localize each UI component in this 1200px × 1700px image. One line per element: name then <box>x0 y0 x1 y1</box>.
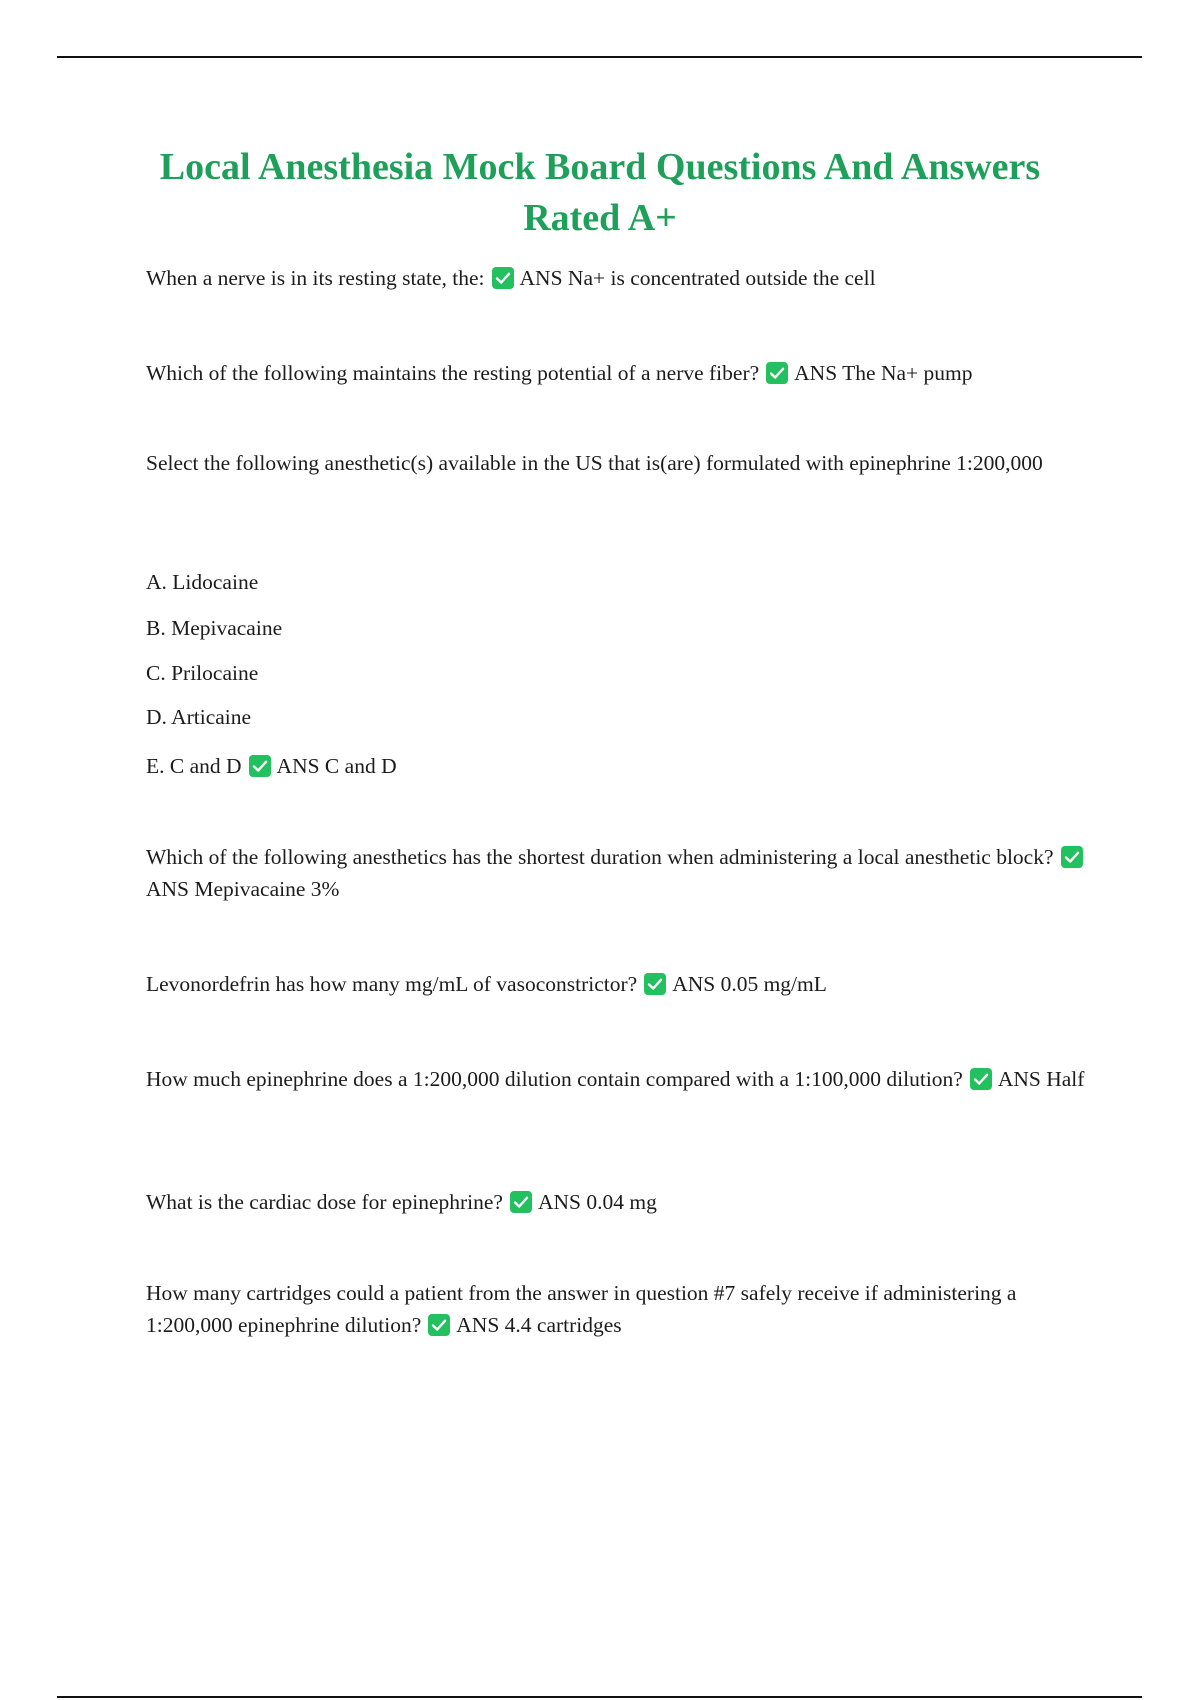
question-text: Levonordefrin has how many mg/mL of vasoconstrictor? <box>146 972 638 996</box>
question-text: How many cartridges could a patient from the answer in question #7 safely receive if administering a 1:200,000 epinephrine dilution? <box>146 1281 1017 1337</box>
option-a: A. Lidocaine <box>146 570 259 594</box>
answer-text: ANS 0.05 mg/mL <box>672 972 827 996</box>
qa-item-7 <box>146 1186 1096 1218</box>
option-e <box>146 750 1096 782</box>
check-box-icon <box>766 362 788 384</box>
qa-item-2 <box>146 357 1096 389</box>
check-box-icon <box>644 973 666 995</box>
answer-text: ANS Na+ is concentrated outside the cell <box>519 266 876 290</box>
document-title: Local Anesthesia Mock Board Questions And Answers Rated A+ <box>159 146 1041 239</box>
option-d: D. Articaine <box>146 705 252 729</box>
question-text: Select the following anesthetic(s) available in the US that is(are) formulated with epinephrine 1:200,000 <box>146 451 1043 475</box>
check-box-icon <box>1061 846 1083 868</box>
check-box-icon <box>428 1314 450 1336</box>
answer-text: ANS Half <box>997 1067 1085 1091</box>
question-text: Which of the following maintains the resting potential of a nerve fiber? <box>146 361 760 385</box>
answer-text: ANS 4.4 cartridges <box>456 1313 622 1337</box>
answer-text: ANS C and D <box>276 754 397 778</box>
qa-item-5 <box>146 968 1096 1000</box>
top-rule <box>57 56 1142 58</box>
qa-item-6 <box>146 1063 1096 1095</box>
option-c: C. Prilocaine <box>146 661 259 685</box>
answer-text: ANS The Na+ pump <box>794 361 973 385</box>
check-box-icon <box>970 1068 992 1090</box>
answer-text: ANS 0.04 mg <box>537 1190 657 1214</box>
check-box-icon <box>492 267 514 289</box>
qa-item-1 <box>146 262 1096 294</box>
option-text: E. C and D <box>146 754 242 778</box>
option-b: B. Mepivacaine <box>146 616 283 640</box>
question-text: How much epinephrine does a 1:200,000 dilution contain compared with a 1:100,000 dilution? <box>146 1067 963 1091</box>
check-box-icon <box>249 755 271 777</box>
qa-item-3-question <box>146 447 1096 479</box>
question-text: Which of the following anesthetics has the shortest duration when administering a local anesthetic block? <box>146 845 1054 869</box>
question-text: What is the cardiac dose for epinephrine? <box>146 1190 503 1214</box>
bottom-rule <box>57 1696 1142 1698</box>
check-box-icon <box>510 1191 532 1213</box>
qa-item-8 <box>146 1277 1096 1341</box>
question-text: When a nerve is in its resting state, the: <box>146 266 485 290</box>
answer-text: ANS Mepivacaine 3% <box>146 877 340 901</box>
qa-item-4 <box>146 841 1096 905</box>
